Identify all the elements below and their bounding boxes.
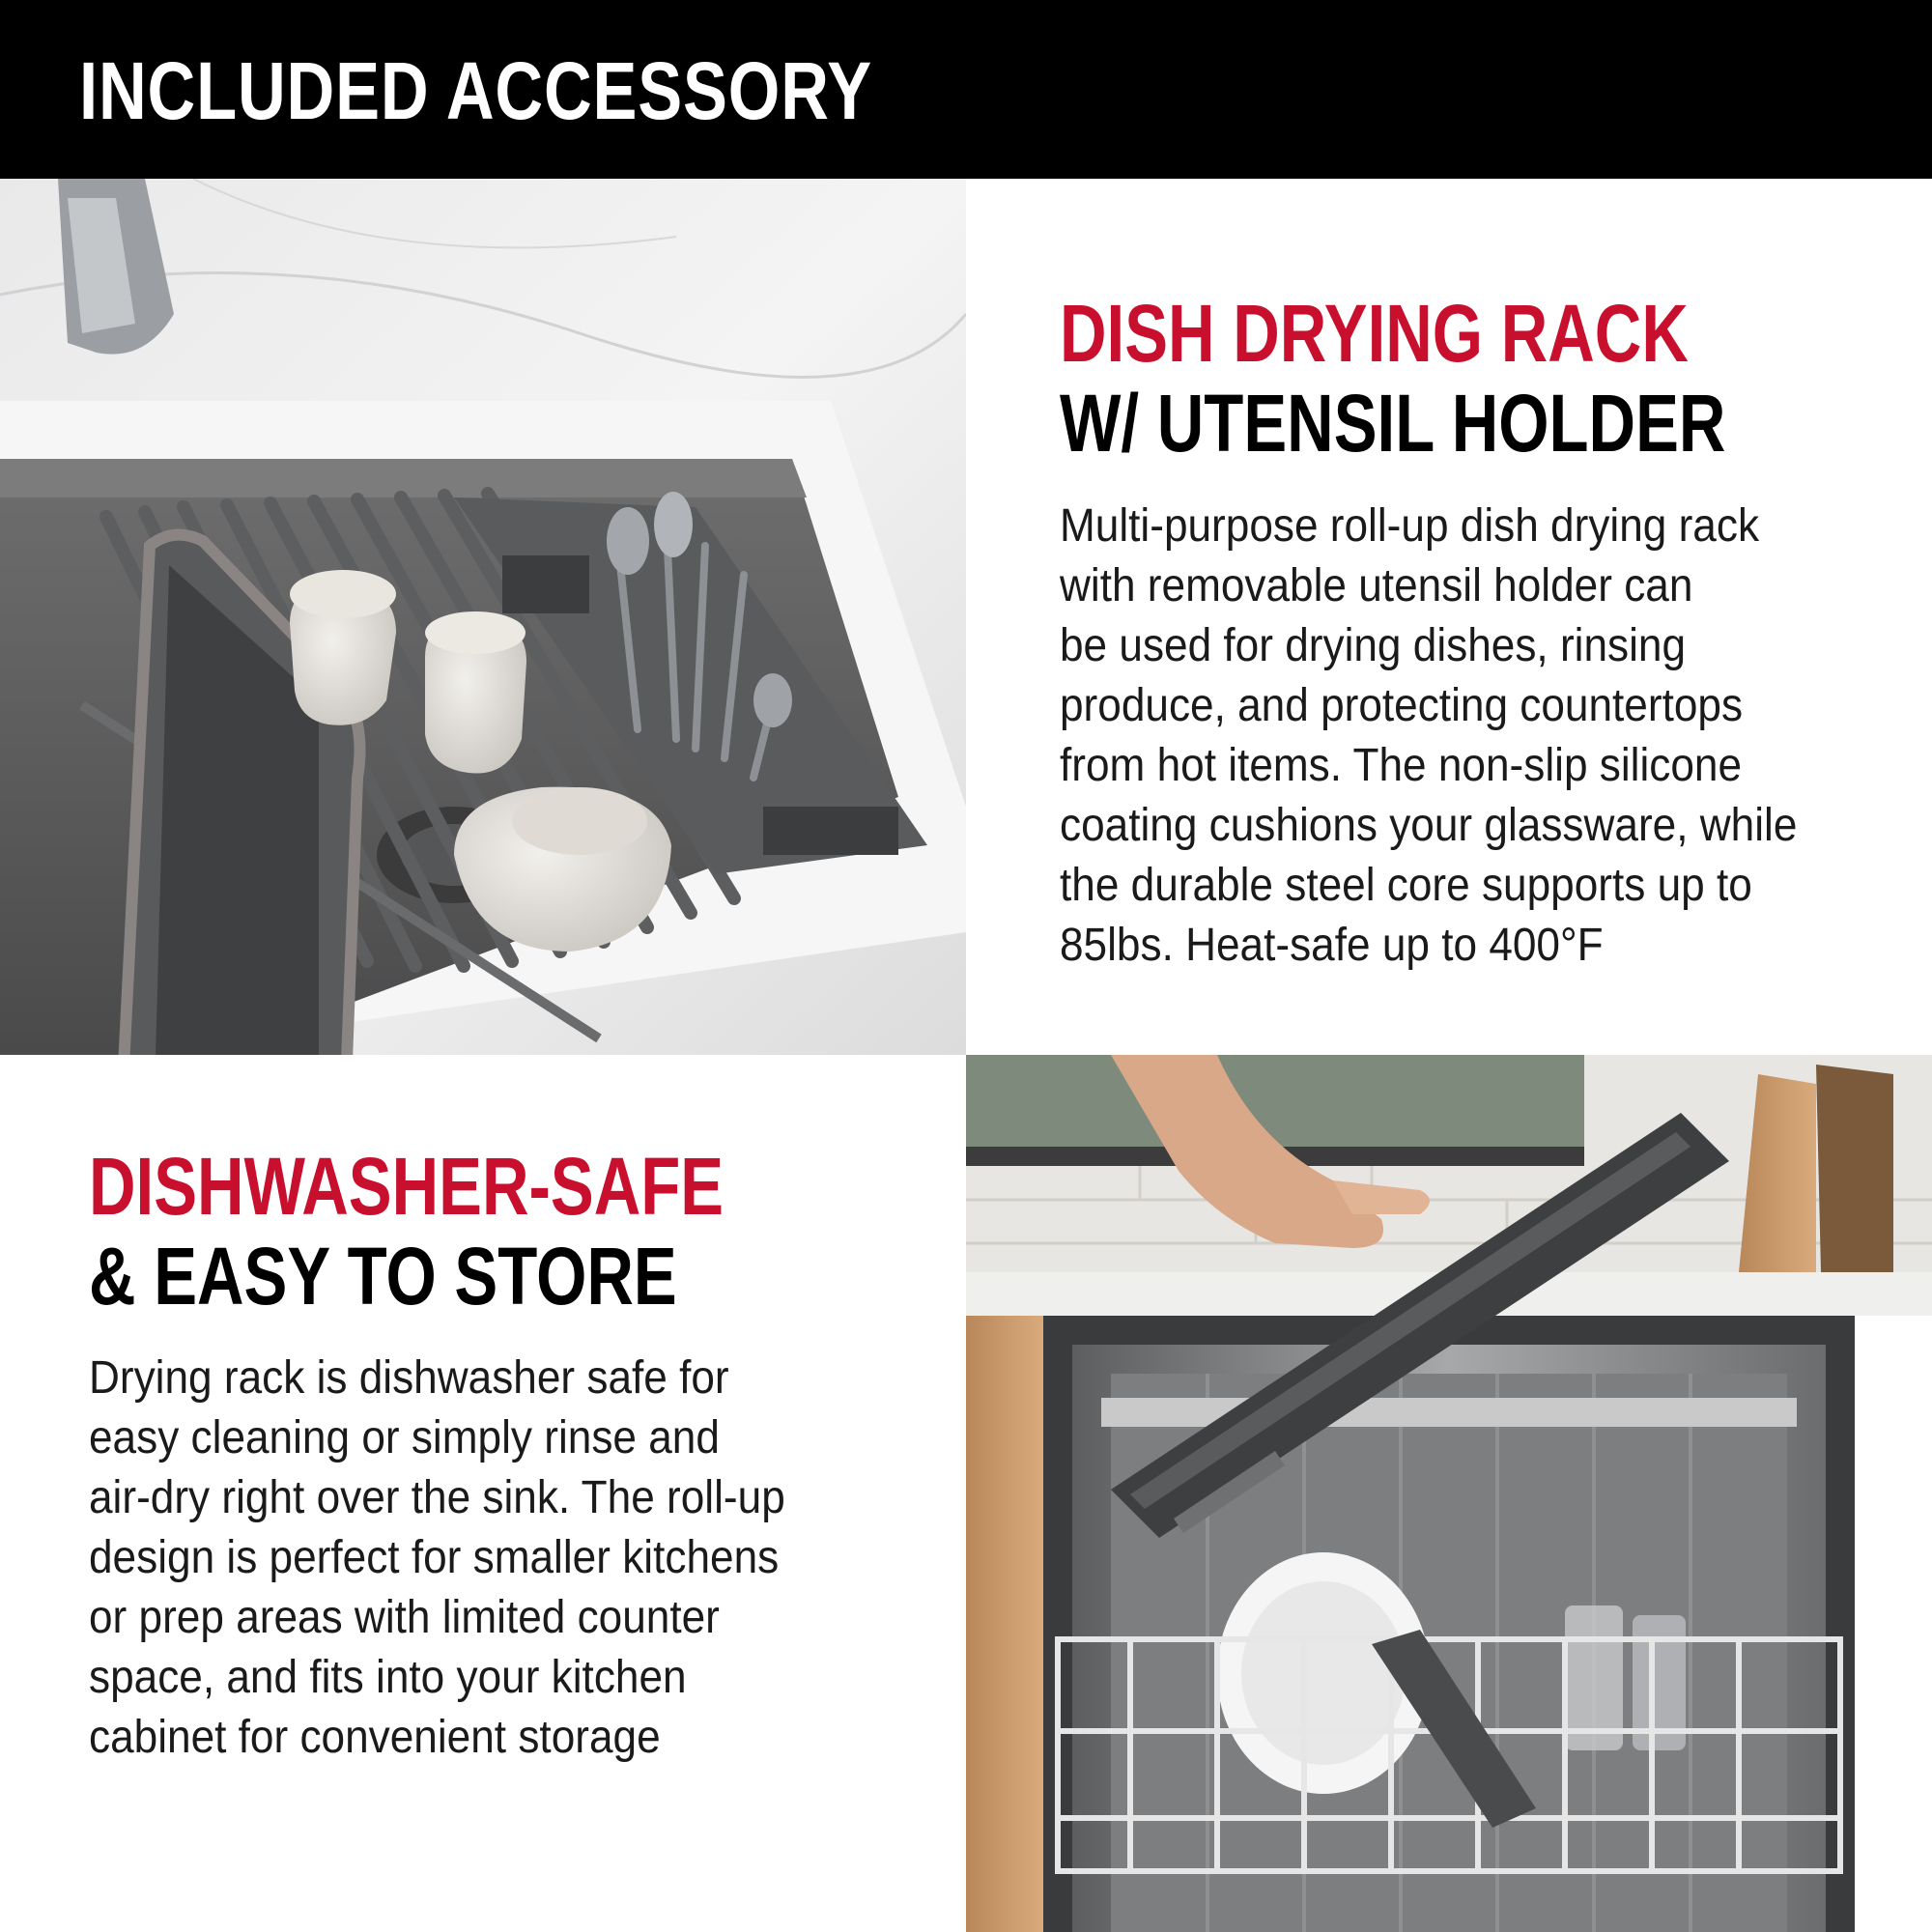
section1-line: produce, and protecting countertops (1060, 680, 1744, 731)
section1-heading-black: W/ UTENSIL HOLDER (1060, 378, 1726, 469)
section1-description (1060, 497, 1797, 976)
section2-line: Drying rack is dishwasher safe for (89, 1352, 729, 1404)
header-bar (0, 0, 1932, 179)
section1-line: be used for drying dishes, rinsing (1060, 620, 1687, 671)
section1-line: Multi-purpose roll-up dish drying rack (1060, 500, 1760, 552)
section1-line: from hot items. The non-slip silicone (1060, 740, 1743, 791)
dishwasher-photo (966, 1055, 1932, 1932)
section2-line: air-dry right over the sink. The roll-up (89, 1472, 785, 1523)
section2-description (89, 1349, 785, 1768)
section2-line: design is perfect for smaller kitchens (89, 1532, 780, 1583)
page-title: INCLUDED ACCESSORY (79, 45, 872, 136)
section2-heading-red: DISHWASHER-SAFE (89, 1141, 724, 1232)
section2-line: easy cleaning or simply rinse and (89, 1412, 720, 1463)
section2-line: or prep areas with limited counter (89, 1592, 720, 1643)
section2-heading-black: & EASY TO STORE (89, 1231, 677, 1321)
section1-line: the durable steel core supports up to (1060, 860, 1752, 911)
section2-line: cabinet for convenient storage (89, 1712, 661, 1763)
section1-line: with removable utensil holder can (1060, 560, 1693, 611)
section1-line: 85lbs. Heat-safe up to 400°F (1060, 920, 1604, 971)
section1-heading-red: DISH DRYING RACK (1060, 288, 1689, 379)
sink-drying-rack-photo (0, 179, 966, 1055)
section1-line: coating cushions your glassware, while (1060, 800, 1798, 851)
section2-line: space, and fits into your kitchen (89, 1652, 687, 1703)
